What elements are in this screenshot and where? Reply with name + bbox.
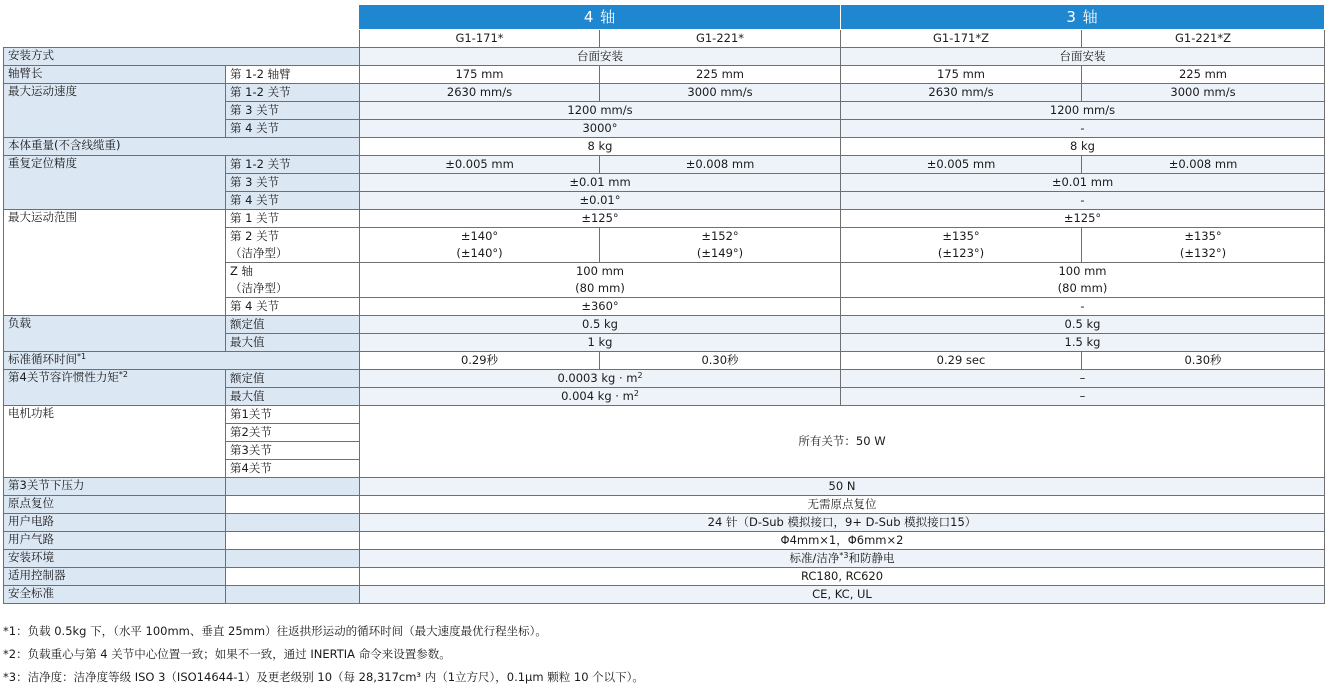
cell-value: (±149°) bbox=[600, 245, 841, 263]
cell-value: 0.30秒 bbox=[600, 351, 841, 369]
cell-value: ±0.008 mm bbox=[1082, 155, 1325, 173]
row-sublabel: 最大值 bbox=[226, 387, 360, 405]
row-sublabel: 第 3 关节 bbox=[226, 101, 360, 119]
row-force bbox=[4, 477, 1325, 495]
row-label: 安全标准 bbox=[4, 585, 226, 603]
row-sublabel: 第2关节 bbox=[226, 423, 360, 441]
cell-value: 225 mm bbox=[600, 65, 841, 83]
row-sublabel: （洁净型） bbox=[226, 245, 360, 263]
model-g1-221z: G1-221*Z bbox=[1082, 30, 1325, 48]
cell-value: 2630 mm/s bbox=[841, 83, 1082, 101]
row-range-1 bbox=[4, 209, 1325, 227]
row-sublabel: Z 轴 bbox=[226, 262, 360, 280]
cell-value: (80 mm) bbox=[360, 280, 841, 298]
axis4-header: 4 轴 bbox=[360, 5, 841, 30]
model-g1-221: G1-221* bbox=[600, 30, 841, 48]
cell-value: - bbox=[841, 297, 1325, 315]
cell-value: – bbox=[841, 387, 1325, 405]
row-label: 适用控制器 bbox=[4, 567, 226, 585]
row-arm bbox=[4, 65, 1325, 83]
cell-value: 台面安装 bbox=[841, 47, 1325, 65]
spec-table bbox=[3, 4, 1325, 604]
row-label: 重复定位精度 bbox=[4, 155, 226, 209]
row-air bbox=[4, 531, 1325, 549]
cell-value: 100 mm bbox=[360, 262, 841, 280]
cell-value: 0.5 kg bbox=[841, 315, 1325, 333]
row-sublabel: 第 4 关节 bbox=[226, 119, 360, 137]
cell-value: ±0.01 mm bbox=[841, 173, 1325, 191]
cell-value: (±132°) bbox=[1082, 245, 1325, 263]
row-inertia-1 bbox=[4, 369, 1325, 387]
row-sublabel: 额定值 bbox=[226, 315, 360, 333]
cell-value: 1200 mm/s bbox=[360, 101, 841, 119]
cell-value: 3000 mm/s bbox=[600, 83, 841, 101]
cell-value: ±125° bbox=[360, 209, 841, 227]
cell-value: ±125° bbox=[841, 209, 1325, 227]
row-label: 本体重量(不含线缆重) bbox=[4, 137, 360, 155]
row-label: 轴臂长 bbox=[4, 65, 226, 83]
footnote-2: *2：负载重心与第 4 关节中心位置一致；如果不一致，通过 INERTIA 命令来设置参数。 bbox=[3, 647, 451, 661]
row-label: 最大运动范围 bbox=[4, 209, 226, 315]
cell-value: 台面安装 bbox=[360, 47, 841, 65]
model-g1-171: G1-171* bbox=[360, 30, 600, 48]
cell-value: ±0.01 mm bbox=[360, 173, 841, 191]
row-label: 标准循环时间$^{*1}$ bbox=[4, 351, 360, 369]
cell-value: 175 mm bbox=[360, 65, 600, 83]
row-env bbox=[4, 549, 1325, 567]
cell-value: ±360° bbox=[360, 297, 841, 315]
row-speed-1 bbox=[4, 83, 1325, 101]
row-cycle bbox=[4, 351, 1325, 369]
row-sublabel: 第4关节 bbox=[226, 459, 360, 477]
cell-value: (±140°) bbox=[360, 245, 600, 263]
cell-value: 1200 mm/s bbox=[841, 101, 1325, 119]
cell-value: 8 kg bbox=[841, 137, 1325, 155]
cell-value: (±123°) bbox=[841, 245, 1082, 263]
cell-value: 0.29秒 bbox=[360, 351, 600, 369]
cell-value: 8 kg bbox=[360, 137, 841, 155]
row-home bbox=[4, 495, 1325, 513]
row-repeat-1 bbox=[4, 155, 1325, 173]
cell-value: 无需原点复位 bbox=[360, 495, 1325, 513]
cell-value: - bbox=[841, 191, 1325, 209]
row-sublabel: 第 1 关节 bbox=[226, 209, 360, 227]
cell-value: 0.0003 kg · $m^2$ bbox=[360, 369, 841, 387]
cell-value: 50 N bbox=[360, 477, 1325, 495]
cell-value: 3000 mm/s bbox=[1082, 83, 1325, 101]
row-safety bbox=[4, 585, 1325, 603]
row-label: 负载 bbox=[4, 315, 226, 351]
cell-value: ±0.008 mm bbox=[600, 155, 841, 173]
row-label: 最大运动速度 bbox=[4, 83, 226, 137]
cell-value: 1 kg bbox=[360, 333, 841, 351]
cell-value: ±0.01° bbox=[360, 191, 841, 209]
cell-value: – bbox=[841, 369, 1325, 387]
cell-value: 标准/洁净$^{*3}$和防静电 bbox=[360, 549, 1325, 567]
cell-value: RC180, RC620 bbox=[360, 567, 1325, 585]
cell-value: 0.29 sec bbox=[841, 351, 1082, 369]
cell-value: - bbox=[841, 119, 1325, 137]
row-mount bbox=[4, 47, 1325, 65]
row-sublabel: 第 1-2 关节 bbox=[226, 83, 360, 101]
cell-value: 1.5 kg bbox=[841, 333, 1325, 351]
cell-value: 所有关节：50 W bbox=[360, 405, 1325, 477]
cell-value: ±0.005 mm bbox=[360, 155, 600, 173]
row-sublabel: 第 4 关节 bbox=[226, 191, 360, 209]
cell-value: ±135° bbox=[1082, 227, 1325, 245]
footnote-1: *1：负载 0.5kg 下，（水平 100mm、垂直 25mm）往返拱形运动的循环时间（最大速度最优行程坐标）。 bbox=[3, 624, 547, 638]
row-ctrl bbox=[4, 567, 1325, 585]
row-sublabel: 第 2 关节 bbox=[226, 227, 360, 245]
footnote-3: *3：洁净度：洁净度等级 ISO 3（ISO14644-1）及更老级别 10（每 28,317cm³ 内（1立方尺），0.1μm 颗粒 10 个以下）。 bbox=[3, 670, 644, 684]
row-sublabel: 第1关节 bbox=[226, 405, 360, 423]
row-label: 用户电路 bbox=[4, 513, 226, 531]
row-label: 用户气路 bbox=[4, 531, 226, 549]
cell-value: ±0.005 mm bbox=[841, 155, 1082, 173]
cell-value: 0.004 kg · $m^2$ bbox=[360, 387, 841, 405]
cell-value: ±152° bbox=[600, 227, 841, 245]
row-sublabel: 最大值 bbox=[226, 333, 360, 351]
cell-value: (80 mm) bbox=[841, 280, 1325, 298]
cell-value: 24 针（D-Sub 模拟接口，9+ D-Sub 模拟接口15） bbox=[360, 513, 1325, 531]
row-sublabel: 第3关节 bbox=[226, 441, 360, 459]
cell-value: 225 mm bbox=[1082, 65, 1325, 83]
model-g1-171z: G1-171*Z bbox=[841, 30, 1082, 48]
row-label: 安装环境 bbox=[4, 549, 226, 567]
cell-value: ±135° bbox=[841, 227, 1082, 245]
row-sublabel: 第 1-2 关节 bbox=[226, 155, 360, 173]
cell-value: ±140° bbox=[360, 227, 600, 245]
row-sublabel: 额定值 bbox=[226, 369, 360, 387]
axis3-header: 3 轴 bbox=[841, 5, 1325, 30]
row-label: 第4关节容许惯性力矩$^{*2}$ bbox=[4, 369, 226, 405]
row-wiring bbox=[4, 513, 1325, 531]
cell-value: 175 mm bbox=[841, 65, 1082, 83]
row-label: 安装方式 bbox=[4, 47, 360, 65]
row-label: 电机功耗 bbox=[4, 405, 226, 477]
row-payload-1 bbox=[4, 315, 1325, 333]
row-sublabel: 第 4 关节 bbox=[226, 297, 360, 315]
cell-value: 100 mm bbox=[841, 262, 1325, 280]
row-weight bbox=[4, 137, 1325, 155]
row-sublabel: 第 1-2 轴臂 bbox=[226, 65, 360, 83]
cell-value: 3000° bbox=[360, 119, 841, 137]
row-sublabel: （洁净型） bbox=[226, 280, 360, 298]
cell-value: 0.30秒 bbox=[1082, 351, 1325, 369]
row-label: 原点复位 bbox=[4, 495, 226, 513]
cell-value: Φ4mm×1，Φ6mm×2 bbox=[360, 531, 1325, 549]
cell-value: 0.5 kg bbox=[360, 315, 841, 333]
axis-header-row bbox=[4, 5, 1325, 30]
row-power-1 bbox=[4, 405, 1325, 423]
cell-value: 2630 mm/s bbox=[360, 83, 600, 101]
cell-value: CE, KC, UL bbox=[360, 585, 1325, 603]
row-sublabel: 第 3 关节 bbox=[226, 173, 360, 191]
row-label: 第3关节下压力 bbox=[4, 477, 226, 495]
model-row bbox=[4, 30, 1325, 48]
footnotes bbox=[3, 620, 1303, 689]
